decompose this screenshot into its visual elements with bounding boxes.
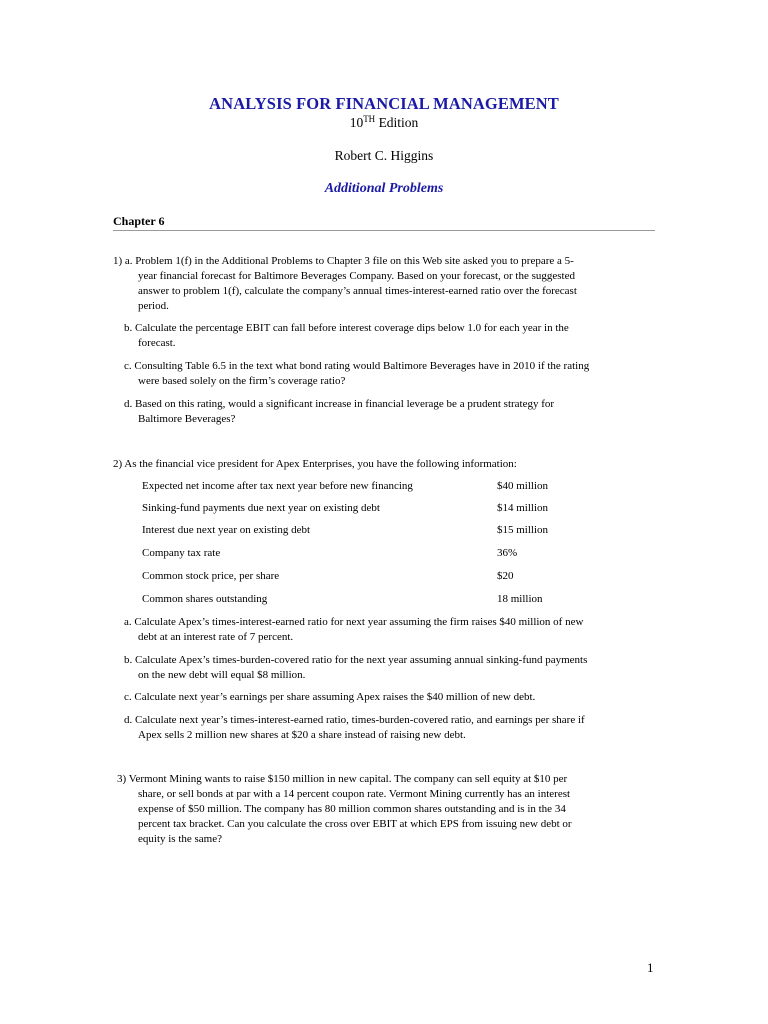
author-name: Robert C. Higgins — [334, 148, 434, 163]
problem-2-c-line: c. Calculate next year’s earnings per share assuming Apex raises the $40 million of new debt. — [124, 691, 536, 703]
table-row-label: Common stock price, per share — [142, 570, 280, 582]
edition-line — [0, 114, 768, 131]
problem-3-line: expense of $50 million. The company has 80 million common shares outstanding and is in the 34 — [138, 803, 566, 815]
table-row-label: Company tax rate — [142, 547, 221, 559]
problem-1-a-line: period. — [138, 300, 169, 312]
problem-2-a-line: debt at an interest rate of 7 percent. — [138, 631, 294, 643]
edition-word: Edition — [375, 115, 419, 130]
problem-1-a-line: answer to problem 1(f), calculate the company’s annual times-interest-earned ratio over the forecast — [138, 285, 577, 297]
problem-1-c-line: were based solely on the firm’s coverage ratio? — [138, 375, 346, 387]
edition-superscript: TH — [363, 114, 376, 124]
problem-2-d-line: Apex sells 2 million new shares at $20 a share instead of raising new debt. — [138, 729, 466, 741]
problem-3-line: share, or sell bonds at par with a 14 percent coupon rate. Vermont Mining currently has an interest — [138, 788, 571, 800]
problem-2-b-line: on the new debt will equal $8 million. — [138, 669, 306, 681]
problem-1-d-line: Baltimore Beverages? — [138, 413, 236, 425]
problem-3-line: equity is the same? — [138, 833, 223, 845]
problem-2-a-line: a. Calculate Apex’s times-interest-earned ratio for next year assuming the firm raises $40 million of new — [124, 616, 584, 628]
table-row-label: Expected net income after tax next year before new financing — [142, 480, 413, 492]
problem-1-a-line: 1) a. Problem 1(f) in the Additional Problems to Chapter 3 file on this Web site asked you to prepare a 5- — [113, 255, 574, 267]
divider-line — [113, 230, 655, 231]
table-row-value: 36% — [497, 547, 518, 559]
document-title: ANALYSIS FOR FINANCIAL MANAGEMENT — [209, 94, 559, 113]
edition-number: 10 — [349, 115, 364, 130]
table-row-value: $14 million — [497, 502, 549, 514]
problem-1-b-line: forecast. — [138, 337, 176, 349]
table-row-label: Sinking-fund payments due next year on existing debt — [142, 502, 380, 514]
problem-1-b-line: b. Calculate the percentage EBIT can fall before interest coverage dips below 1.0 for each year in the — [124, 322, 569, 334]
chapter-heading: Chapter 6 — [113, 214, 165, 228]
problem-3-line: percent tax bracket. Can you calculate the cross over EBIT at which EPS from issuing new debt or — [138, 818, 572, 830]
problem-1-a-line: year financial forecast for Baltimore Beverages Company. Based on your forecast, or the suggested — [138, 270, 575, 282]
problem-2-intro: 2) As the financial vice president for Apex Enterprises, you have the following information: — [113, 458, 517, 470]
table-row-value: $40 million — [497, 480, 549, 492]
table-row-label: Interest due next year on existing debt — [142, 524, 311, 536]
table-row-value: $15 million — [497, 524, 549, 536]
problem-1-d-line: d. Based on this rating, would a significant increase in financial leverage be a prudent strategy for — [124, 398, 555, 410]
table-row-value: $20 — [497, 570, 514, 582]
section-subtitle: Additional Problems — [324, 181, 444, 196]
problem-1-c-line: c. Consulting Table 6.5 in the text what bond rating would Baltimore Beverages have in 2010 if the rating — [124, 360, 590, 372]
page-number: 1 — [647, 960, 654, 975]
table-row-value: 18 million — [497, 593, 543, 605]
problem-2-d-line: d. Calculate next year’s times-interest-earned ratio, times-burden-covered ratio, and earnings per share if — [124, 714, 585, 726]
problem-3-line: 3) Vermont Mining wants to raise $150 million in new capital. The company can sell equity at $10 per — [117, 773, 568, 785]
problem-2-b-line: b. Calculate Apex’s times-burden-covered ratio for the next year assuming annual sinking-fund payments — [124, 654, 588, 666]
table-row-label: Common shares outstanding — [142, 593, 268, 605]
